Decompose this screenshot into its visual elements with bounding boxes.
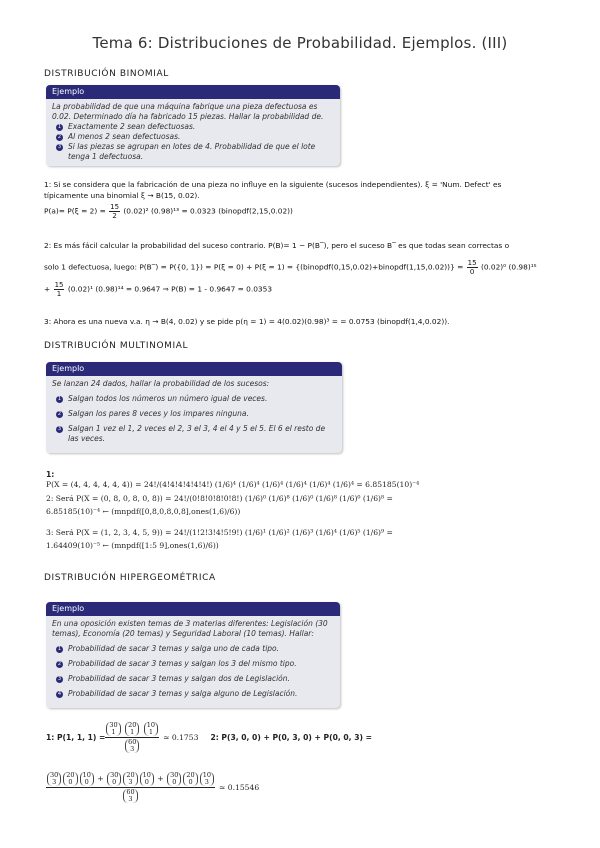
- example-intro: En una oposición existen temas de 3 materias diferentes: Legislación (30 temas), Economía (20 temas) y Seguridad Laboral (10 temas). Hallar:: [52, 619, 328, 638]
- list-item: 2 Al menos 2 sean defectuosas.: [57, 132, 181, 141]
- list-item: 1 Probabilidad de sacar 3 temas y salga uno de cada tipo.: [57, 644, 280, 653]
- list-item: 3 Si las piezas se agrupan en lotes de 4. Probabilidad de que el lote tenga 1 defectuosa.: [57, 142, 316, 161]
- binomial-solution-1-line-2: típicamente una binomial ξ → B(15, 0.02).: [44, 191, 200, 200]
- example-block-title: Ejemplo: [46, 602, 340, 616]
- section-heading-hipergeometrica: DISTRIBUCIÓN HIPERGEOMÉTRICA: [44, 573, 216, 583]
- multinomial-solution-3-line-2: 1.64409(10)⁻⁵ ← (mnpdf([1:5 9],ones(1,6)/6)): [46, 541, 219, 550]
- multinomial-solution-1-label: 1:: [46, 470, 55, 479]
- page-title: Tema 6: Distribuciones de Probabilidad. Ejemplos. (III): [92, 34, 508, 52]
- numbered-bullet-icon: 1: [57, 124, 62, 130]
- binomial-solution-2-line-1: 2: Es más fácil calcular la probabilidad del suceso contrario. P(B)= 1 − P(B‾), pero el suceso B‾ es que todas sean correctas o: [44, 241, 510, 250]
- numbered-bullet-icon: 1: [57, 396, 62, 402]
- list-item: 1 Exactamente 2 sean defectuosas.: [57, 122, 196, 131]
- numbered-bullet-icon: 3: [57, 676, 62, 682]
- section-heading-multinomial: DISTRIBUCIÓN MULTINOMIAL: [44, 341, 189, 351]
- list-item: 2 Salgan los pares 8 veces y los impares ninguna.: [57, 409, 249, 418]
- example-intro: Se lanzan 24 dados, hallar la probabilidad de los sucesos:: [52, 379, 270, 388]
- example-block-title: Ejemplo: [46, 85, 340, 99]
- list-item: 2 Probabilidad de sacar 3 temas y salgan los 3 del mismo tipo.: [57, 659, 297, 668]
- binomial-coefficient: $\frac{15}{1}$: [54, 281, 64, 298]
- hipergeometrica-solution-2: 30 3 20 0 10 0 + 30 0 20 3 10 0 + 30 0 20 0 10 3 60 3 ≃ 0.15546: [46, 772, 259, 803]
- example-block-binomial: [46, 85, 340, 166]
- hypergeometric-fraction: 30 1 20 1 10 1 60 3: [105, 722, 159, 753]
- numbered-bullet-icon: 2: [57, 134, 62, 140]
- multinomial-solution-2-line-1: 2: Será P(X = (0, 8, 0, 8, 0, 8)) = 24!/(0!8!0!8!0!8!) (1/6)⁰ (1/6)⁸ (1/6)⁰ (1/6)⁸ (1/6)⁰ (1/6)⁸ =: [46, 494, 393, 503]
- hipergeometrica-solution-1: 1: P(1, 1, 1) = 30 1 20 1 10 1 60 3 ≃ 0.1753 2: P(3, 0, 0) + P(0, 3, 0) + P(0, 0, 3) =: [46, 721, 372, 753]
- binomial-solution-2-line-2: solo 1 defectuosa, luego: P(B‾) = P({0, 1}) = P(ξ = 0) + P(ξ = 1) = {(binopdf(0,15,0.02)+binopdf(1,15,0.02))} = $\frac{15}{0}$ (0.02)⁰ (0.98)¹⁵: [44, 259, 537, 276]
- numbered-bullet-icon: 1: [57, 646, 62, 652]
- binomial-coefficient: $\frac{15}{2}$: [110, 203, 120, 220]
- binomial-solution-1-formula: P(a)= P(ξ = 2) = $\frac{15}{2}$ (0.02)² (0.98)¹³ = 0.0323 (binopdf(2,15,0.02)): [44, 203, 293, 220]
- example-block-hipergeometrica: [46, 602, 340, 708]
- multinomial-solution-2-line-2: 6.85185(10)⁻⁴ ← (mnpdf([0,8,0,8,0,8],ones(1,6)/6)): [46, 507, 241, 516]
- list-item: 3 Salgan 1 vez el 1, 2 veces el 2, 3 el 3, 4 el 4 y 5 el 5. El 6 el resto de las veces.: [57, 424, 326, 443]
- section-heading-binomial: DISTRIBUCIÓN BINOMIAL: [44, 69, 169, 79]
- numbered-bullet-icon: 3: [57, 426, 62, 432]
- list-item: 4 Probabilidad de sacar 3 temas y salga alguno de Legislación.: [57, 689, 298, 698]
- numbered-bullet-icon: 4: [57, 691, 62, 697]
- hypergeometric-fraction: 30 3 20 0 10 0 + 30 0 20 3 10 0 + 30 0 20 0 10 3 60 3: [46, 772, 215, 803]
- binomial-solution-3: 3: Ahora es una nueva v.a. η → B(4, 0.02) y se pide p(η = 1) = 4(0.02)(0.98)³ = = 0.0753 (binopdf(1,4,0.02)).: [44, 317, 450, 326]
- example-block-multinomial: [46, 362, 342, 453]
- numbered-bullet-icon: 2: [57, 661, 62, 667]
- multinomial-solution-1: P(X = (4, 4, 4, 4, 4, 4)) = 24!/(4!4!4!4!4!4!) (1/6)⁴ (1/6)⁴ (1/6)⁴ (1/6)⁴ (1/6)⁴ (1/6)⁴ = 6.85185(10)⁻⁴: [46, 480, 420, 489]
- binomial-coefficient: $\frac{15}{0}$: [467, 259, 477, 276]
- binomial-solution-2-line-3: + $\frac{15}{1}$ (0.02)¹ (0.98)¹⁴ = 0.9647 ⇒ P(B) = 1 - 0.9647 = 0.0353: [44, 281, 273, 298]
- list-item: 1 Salgan todos los números un número igual de veces.: [57, 394, 268, 403]
- multinomial-solution-3-line-1: 3: Será P(X = (1, 2, 3, 4, 5, 9)) = 24!/(1!2!3!4!5!9!) (1/6)¹ (1/6)² (1/6)³ (1/6)⁴ (1/6)⁵ (1/6)⁹ =: [46, 528, 393, 537]
- list-item: 3 Probabilidad de sacar 3 temas y salgan dos de Legislación.: [57, 674, 290, 683]
- numbered-bullet-icon: 3: [57, 144, 62, 150]
- numbered-bullet-icon: 2: [57, 411, 62, 417]
- example-intro: La probabilidad de que una máquina fabrique una pieza defectuosa es 0.02. Determinado día ha fabricado 15 piezas. Hallar la probabilidad de.: [52, 102, 324, 121]
- example-block-title: Ejemplo: [46, 362, 342, 376]
- binomial-solution-1-line-1: 1: Si se considera que la fabricación de una pieza no influye en la siguiente (sucesos independientes). ξ = 'Num. Defect' es: [44, 180, 502, 189]
